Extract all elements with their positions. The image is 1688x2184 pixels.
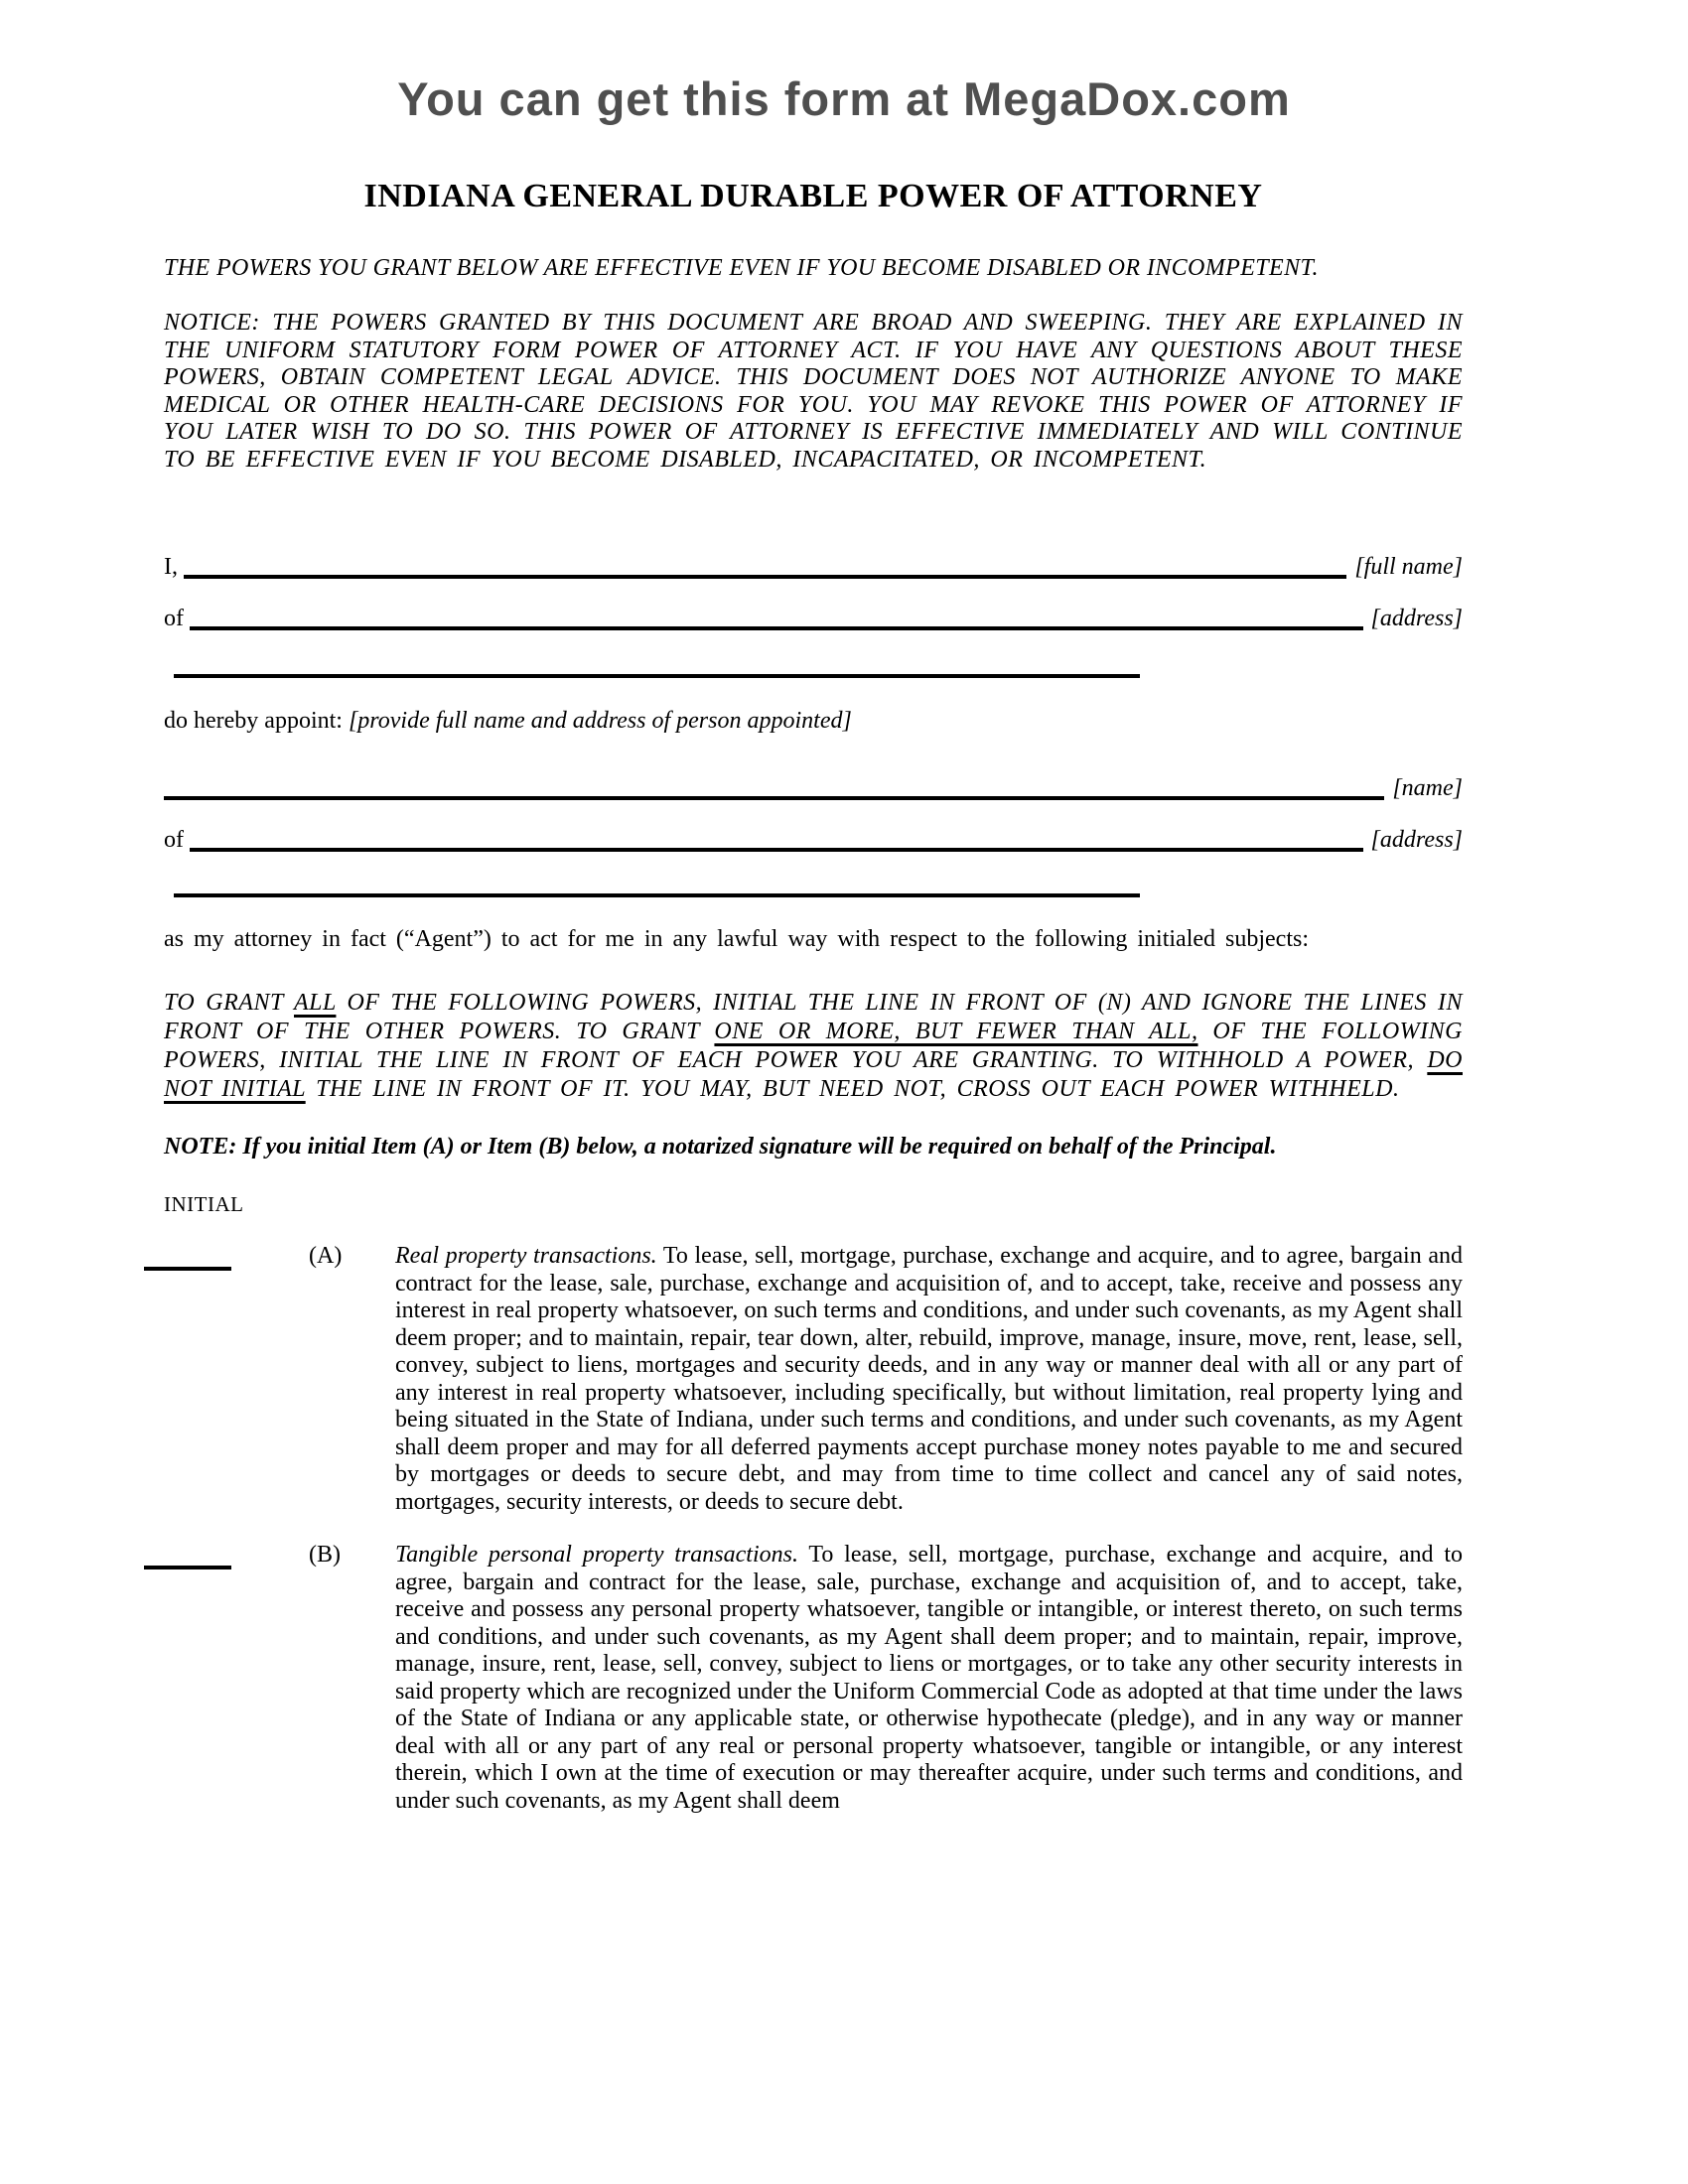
effective-notice: THE POWERS YOU GRANT BELOW ARE EFFECTIVE EVEN IF YOU BECOME DISABLED OR INCOMPETENT. bbox=[164, 255, 1319, 281]
agent-address-row bbox=[164, 824, 1463, 854]
agent-address-field[interactable] bbox=[190, 824, 1363, 852]
initial-column-label: INITIAL bbox=[164, 1192, 244, 1216]
power-item-a bbox=[164, 1243, 1463, 1516]
principal-full-name-field[interactable] bbox=[184, 551, 1346, 579]
principal-address-field[interactable] bbox=[190, 603, 1363, 630]
grant-instructions: TO GRANT ALL OF THE FOLLOWING POWERS, INITIAL THE LINE IN FRONT OF (N) AND IGNORE THE LINES IN FRONT OF THE OTHER POWERS. TO GRANT ONE OR MORE, BUT FEWER THAN ALL, OF THE FOLLOWING POWERS, INITIAL THE LINE IN FRONT OF EACH POWER YOU ARE GRANTING. TO WITHHOLD A POWER, DO NOT INITIAL THE LINE IN FRONT OF IT. YOU MAY, BUT NEED NOT, CROSS OUT EACH POWER WITHHELD. bbox=[164, 990, 1463, 1102]
appoint-instruction: [provide full name and address of person appointed] bbox=[348, 708, 852, 734]
item-text bbox=[395, 1542, 1463, 1815]
address-hint: [address] bbox=[1370, 827, 1463, 853]
document-content bbox=[0, 178, 1688, 1815]
item-letter: (A) bbox=[309, 1243, 343, 1269]
principal-name-row bbox=[164, 551, 1463, 581]
address-hint: [address] bbox=[1370, 606, 1463, 631]
power-item-b bbox=[164, 1542, 1463, 1815]
of-prefix-label: of bbox=[164, 606, 184, 631]
i-prefix-label: I, bbox=[164, 554, 178, 580]
agent-name-field[interactable] bbox=[164, 772, 1384, 800]
item-body: To lease, sell, mortgage, purchase, exchange and acquire, and to agree, bargain and contract for the lease, sale, purchase, exchange and acquisition of, and to accept, take, receive and possess any interest in real property whatsoever, on such terms and conditions, and under such covenants, as my Agent shall deem proper; and to maintain, repair, tear down, alter, rebuild, improve, manage, insure, move, rent, lease, sell, convey, subject to liens, mortgages and security deeds, and in any way or manner deal with all or any part of any interest in real property whatsoever, including specifically, but without limitation, real property lying and being situated in the State of Indiana, under such terms and conditions, and under such covenants, as my Agent shall deem proper and may for all deferred payments accept purchase money notes payable to me and secured by mortgages or deeds to secure debt, and may from time to time collect and cancel any of said notes, mortgages, security interests, or deeds to secure debt. bbox=[395, 1243, 1463, 1515]
appoint-lead-row bbox=[164, 708, 1463, 735]
principal-address-continuation-field[interactable] bbox=[174, 658, 1140, 678]
item-letter: (B) bbox=[309, 1542, 341, 1568]
megadox-banner: You can get this form at MegaDox.com bbox=[397, 72, 1291, 125]
full-name-hint: [full name] bbox=[1354, 554, 1463, 580]
appoint-lead-label: do hereby appoint: bbox=[164, 708, 349, 734]
item-title: Real property transactions. bbox=[395, 1243, 657, 1269]
notice-paragraph: NOTICE: THE POWERS GRANTED BY THIS DOCUMENT ARE BROAD AND SWEEPING. THEY ARE EXPLAINED IN THE UNIFORM STATUTORY FORM POWER OF ATTORNEY ACT. IF YOU HAVE ANY QUESTIONS ABOUT THESE POWERS, OBTAIN COMPETENT LEGAL ADVICE. THIS DOCUMENT DOES NOT AUTHORIZE ANYONE TO MAKE MEDICAL OR OTHER HEALTH-CARE DECISIONS FOR YOU. YOU MAY REVOKE THIS POWER OF ATTORNEY IF YOU LATER WISH TO DO SO. THIS POWER OF ATTORNEY IS EFFECTIVE IMMEDIATELY AND WILL CONTINUE TO BE EFFECTIVE EVEN IF YOU BECOME DISABLED, INCAPACITATED, OR INCOMPETENT. bbox=[164, 310, 1463, 473]
initial-cell bbox=[144, 1542, 231, 1570]
initial-blank-a[interactable] bbox=[144, 1243, 231, 1271]
agent-address-continuation-field[interactable] bbox=[174, 878, 1140, 897]
name-hint: [name] bbox=[1392, 775, 1463, 801]
principal-address-row bbox=[164, 603, 1463, 632]
initial-cell bbox=[144, 1243, 231, 1271]
item-body: To lease, sell, mortgage, purchase, exchange and acquire, and to agree, bargain and contract for the lease, sale, purchase, exchange and acquisition of, and to accept, take, receive and possess any personal property whatsoever, tangible or intangible, or interest thereto, on such terms and conditions, and under such covenants, as my Agent shall deem proper; and to maintain, repair, improve, manage, insure, rent, lease, sell, convey, subject to liens or mortgages, or to take any other security interests in said property which are recognized under the Uniform Commercial Code as adopted at that time under the laws of the State of Indiana or any applicable state, or otherwise hypothecate (pledge), and in any way or manner deal with all or any part of any real or personal property whatsoever, tangible or intangible, or any interest therein, which I own at the time of execution or may thereafter acquire, under such terms and conditions, and under such covenants, as my Agent shall deem bbox=[395, 1542, 1463, 1814]
notarization-note: NOTE: If you initial Item (A) or Item (B) below, a notarized signature will be required on behalf of the Principal. bbox=[164, 1134, 1277, 1160]
item-text bbox=[395, 1243, 1463, 1516]
agent-paragraph: as my attorney in fact (“Agent”) to act for me in any lawful way with respect to the following initialed subjects: bbox=[164, 926, 1310, 952]
page-title: INDIANA GENERAL DURABLE POWER OF ATTORNEY bbox=[363, 178, 1263, 214]
initial-blank-b[interactable] bbox=[144, 1542, 231, 1570]
item-title: Tangible personal property transactions. bbox=[395, 1542, 798, 1568]
agent-name-row bbox=[164, 772, 1463, 802]
of-prefix-label: of bbox=[164, 827, 184, 853]
